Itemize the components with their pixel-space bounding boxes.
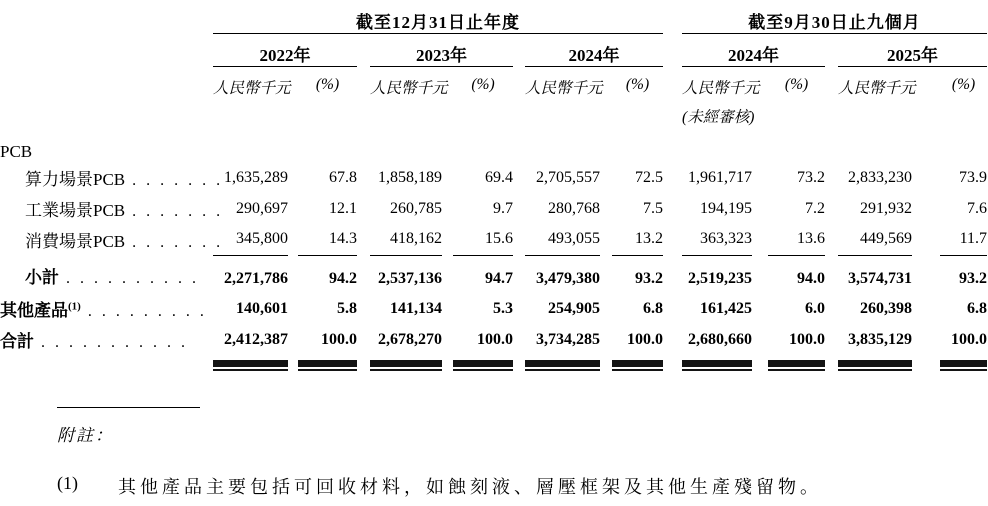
- column-gap: [288, 193, 298, 224]
- amount-cell: 291,932: [860, 199, 913, 217]
- column-gap: [600, 66, 612, 135]
- column-gap: [912, 255, 940, 293]
- column-gap: [663, 324, 682, 355]
- percent-cell: 9.7: [493, 199, 513, 217]
- column-gap: [357, 162, 370, 193]
- amount-cell: 363,323: [682, 224, 752, 255]
- percent-cell: 73.9: [959, 168, 988, 186]
- percent-cell: 7.2: [805, 199, 826, 217]
- column-gap: [912, 224, 940, 255]
- dot-leader: . . . . . . . . . .: [66, 270, 196, 287]
- percent-cell: 6.8: [643, 299, 664, 317]
- percent-cell: 94.0: [797, 270, 826, 287]
- dot-leader: . . . . . . .: [132, 172, 221, 189]
- amount-cell: 280,768: [548, 199, 600, 217]
- column-gap: [912, 324, 940, 355]
- column-gap: [357, 33, 370, 66]
- double-rule: [370, 355, 442, 373]
- table-row: [0, 255, 987, 293]
- column-gap: [357, 355, 370, 373]
- double-rule: [213, 355, 288, 373]
- section-label-pcb: PCB: [0, 142, 33, 161]
- column-gap: [825, 293, 838, 324]
- group-gap: [663, 33, 682, 66]
- percent-cell: 69.4: [485, 168, 513, 186]
- row-label-text: 小計: [25, 268, 59, 287]
- note-marker: (1): [57, 473, 78, 493]
- column-gap: [912, 162, 940, 193]
- col-header-amount: 人民幣千元: [370, 79, 448, 97]
- dot-leader: . . . . . . . . .: [87, 303, 204, 320]
- percent-cell: 73.2: [797, 168, 826, 186]
- column-gap: [600, 355, 612, 373]
- percent-cell: 94.7: [485, 270, 513, 287]
- double-rule: [453, 355, 513, 373]
- column-gap: [663, 162, 682, 193]
- year-header-2024: 2024年: [525, 33, 663, 66]
- column-gap: [663, 293, 682, 324]
- column-gap: [513, 324, 525, 355]
- row-label-text: 合計: [0, 332, 34, 351]
- percent-cell: 12.1: [329, 199, 357, 217]
- column-gap: [357, 224, 370, 255]
- column-gap: [513, 293, 525, 324]
- column-gap: [357, 193, 370, 224]
- column-gap: [825, 355, 838, 373]
- amount-cell: 194,195: [700, 199, 753, 217]
- amount-cell: 260,398: [860, 299, 913, 317]
- column-gap: [825, 324, 838, 355]
- column-gap: [912, 66, 940, 135]
- revenue-breakdown-table: [0, 4, 987, 373]
- column-gap: [288, 324, 298, 355]
- year-header-2022: 2022年: [213, 33, 357, 66]
- row-label: [0, 193, 221, 224]
- amount-cell: 1,635,289: [224, 168, 288, 186]
- column-gap: [288, 255, 298, 293]
- column-gap: [288, 355, 298, 373]
- table-row: [0, 324, 987, 355]
- amount-cell: 2,271,786: [224, 270, 288, 287]
- row-label: [0, 224, 221, 255]
- unaudited-note: (未經審核): [682, 108, 755, 126]
- amount-cell: 2,519,235: [688, 270, 753, 287]
- percent-cell: 94.2: [329, 270, 357, 287]
- total-double-rule-row: [0, 355, 987, 373]
- double-rule: [612, 355, 663, 373]
- notes-divider: [57, 407, 200, 408]
- column-gap: [752, 355, 768, 373]
- column-gap: [600, 255, 612, 293]
- column-gap: [752, 293, 768, 324]
- amount-cell: 2,537,136: [378, 270, 442, 287]
- row-label: [0, 293, 213, 324]
- row-label: [0, 255, 213, 293]
- amount-cell: 161,425: [700, 299, 753, 317]
- percent-cell: 5.8: [337, 299, 357, 317]
- col-header-percent: (%): [625, 75, 650, 93]
- double-rule: [525, 355, 600, 373]
- spacer: [0, 33, 213, 66]
- col-header-percent: (%): [951, 75, 976, 93]
- column-gap: [442, 193, 453, 224]
- amount-cell: 2,678,270: [378, 330, 442, 348]
- percent-cell: 5.3: [493, 299, 513, 317]
- percent-cell: 67.8: [329, 168, 357, 186]
- column-gap: [825, 224, 838, 255]
- column-gap: [357, 293, 370, 324]
- column-gap: [752, 224, 768, 255]
- table-row: [0, 162, 987, 193]
- amount-cell: 418,162: [370, 224, 442, 255]
- row-label-text: 工業場景PCB: [25, 201, 126, 220]
- column-gap: [663, 355, 682, 373]
- percent-cell: 100.0: [321, 330, 357, 348]
- column-gap: [912, 193, 940, 224]
- percent-cell: 100.0: [477, 330, 513, 348]
- row-label-text: 其他產品: [0, 301, 68, 320]
- column-gap: [912, 293, 940, 324]
- amount-cell: 140,601: [236, 299, 288, 317]
- amount-cell: 290,697: [236, 199, 288, 217]
- col-header-amount: 人民幣千元: [213, 79, 291, 97]
- column-gap: [825, 162, 838, 193]
- amount-cell: 2,705,557: [536, 168, 600, 186]
- col-header-percent: (%): [315, 75, 340, 93]
- amount-cell: 2,680,660: [688, 330, 753, 348]
- spacer: [0, 66, 213, 135]
- table-row: [0, 293, 987, 324]
- amount-cell: 3,574,731: [848, 270, 913, 287]
- column-gap: [752, 66, 768, 135]
- amount-cell: 3,734,285: [536, 330, 600, 348]
- column-header-row: [0, 66, 987, 135]
- amount-cell: 141,134: [390, 299, 442, 317]
- percent-cell: 6.8: [967, 299, 988, 317]
- col-header-amount-unaudited: [682, 66, 760, 135]
- percent-cell: 7.5: [643, 199, 664, 217]
- column-gap: [513, 66, 525, 135]
- percent-cell: 6.0: [805, 299, 826, 317]
- row-label: [0, 162, 221, 193]
- amount-cell: 2,412,387: [224, 330, 288, 348]
- column-gap: [442, 255, 453, 293]
- column-gap: [825, 66, 838, 135]
- column-gap: [663, 193, 682, 224]
- dot-leader: . . . . . . .: [132, 234, 221, 251]
- amount-cell: 3,835,129: [848, 330, 913, 348]
- double-rule: [940, 355, 987, 373]
- notes-header: 附註：: [57, 426, 114, 445]
- percent-cell: 93.2: [635, 270, 664, 287]
- column-gap: [442, 162, 453, 193]
- footnote-marker: (1): [68, 300, 81, 313]
- period-group-annual: 截至12月31日止年度: [213, 4, 663, 33]
- column-gap: [752, 324, 768, 355]
- double-rule: [768, 355, 825, 373]
- column-gap: [513, 193, 525, 224]
- column-gap: [513, 162, 525, 193]
- section-header-row: [0, 135, 987, 162]
- dot-leader: . . . . . . . . . . .: [41, 334, 185, 351]
- column-gap: [357, 255, 370, 293]
- period-group-row: [0, 4, 987, 33]
- year-header-2024-nine-months: 2024年: [682, 33, 825, 66]
- amount-cell: 493,055: [525, 224, 600, 255]
- column-gap: [600, 162, 612, 193]
- column-gap: [442, 224, 453, 255]
- double-rule: [838, 355, 912, 373]
- percent-cell: 15.6: [453, 224, 513, 255]
- year-header-2025: 2025年: [838, 33, 987, 66]
- col-header-percent: (%): [471, 75, 495, 93]
- row-label: [0, 324, 213, 355]
- percent-cell: 11.7: [940, 224, 987, 255]
- spacer: [0, 4, 213, 33]
- year-header-2023: 2023年: [370, 33, 513, 66]
- column-gap: [357, 66, 370, 135]
- percent-cell: 13.6: [768, 224, 825, 255]
- column-gap: [288, 224, 298, 255]
- amount-cell: 345,800: [213, 224, 288, 255]
- column-gap: [600, 224, 612, 255]
- column-gap: [825, 255, 838, 293]
- column-gap: [288, 162, 298, 193]
- amount-cell: 3,479,380: [536, 270, 600, 287]
- column-gap: [513, 224, 525, 255]
- column-gap: [600, 324, 612, 355]
- row-label-text: 消費場景PCB: [25, 232, 126, 251]
- percent-cell: 93.2: [959, 270, 988, 287]
- row-label-text: 算力場景PCB: [25, 170, 126, 189]
- col-header-percent: (%): [784, 75, 809, 93]
- col-header-amount: 人民幣千元: [682, 79, 760, 97]
- percent-cell: 7.6: [967, 199, 988, 217]
- column-gap: [600, 193, 612, 224]
- year-header-row: [0, 33, 987, 66]
- amount-cell: 1,858,189: [378, 168, 442, 186]
- column-gap: [442, 324, 453, 355]
- column-gap: [663, 224, 682, 255]
- column-gap: [600, 293, 612, 324]
- amount-cell: 449,569: [838, 224, 912, 255]
- amount-cell: 254,905: [548, 299, 600, 317]
- percent-cell: 13.2: [612, 224, 663, 255]
- column-gap: [442, 293, 453, 324]
- table-row: [0, 224, 987, 255]
- column-gap: [825, 33, 838, 66]
- column-gap: [513, 355, 525, 373]
- column-gap: [752, 193, 768, 224]
- column-gap: [513, 255, 525, 293]
- column-gap: [288, 293, 298, 324]
- percent-cell: 100.0: [951, 330, 988, 348]
- amount-cell: 2,833,230: [848, 168, 913, 186]
- dot-leader: . . . . . . .: [132, 203, 221, 220]
- amount-cell: 1,961,717: [688, 168, 753, 186]
- column-gap: [442, 66, 453, 135]
- period-group-nine-months: 截至9月30日止九個月: [682, 4, 987, 33]
- amount-cell: 260,785: [390, 199, 442, 217]
- note-item: [57, 473, 988, 499]
- column-gap: [288, 66, 298, 135]
- percent-cell: 72.5: [635, 168, 664, 186]
- column-gap: [752, 255, 768, 293]
- group-gap: [663, 66, 682, 135]
- column-gap: [357, 324, 370, 355]
- column-gap: [912, 355, 940, 373]
- group-gap: [663, 4, 682, 33]
- column-gap: [442, 355, 453, 373]
- column-gap: [825, 193, 838, 224]
- double-rule: [298, 355, 357, 373]
- percent-cell: 100.0: [789, 330, 826, 348]
- double-rule: [682, 355, 752, 373]
- col-header-amount: 人民幣千元: [525, 79, 603, 97]
- col-header-amount: 人民幣千元: [838, 79, 916, 97]
- note-text: 其他產品主要包括可回收材料，如蝕刻液、層壓框架及其他生產殘留物。: [118, 477, 822, 497]
- notes-section: [57, 407, 988, 499]
- spacer: [0, 355, 213, 373]
- percent-cell: 14.3: [298, 224, 357, 255]
- column-gap: [752, 162, 768, 193]
- column-gap: [663, 255, 682, 293]
- table-row: [0, 193, 987, 224]
- column-gap: [513, 33, 525, 66]
- percent-cell: 100.0: [627, 330, 664, 348]
